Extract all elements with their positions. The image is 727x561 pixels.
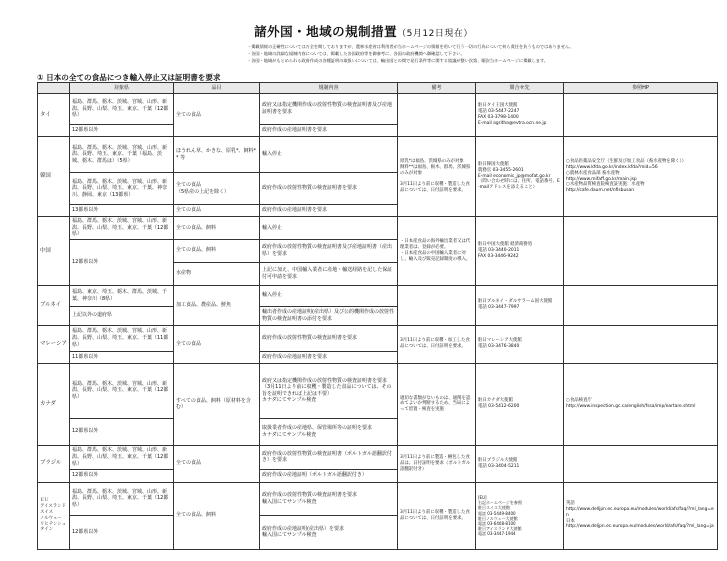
target-cell: 福島、群馬、栃木、茨城、宮城、山形、新潟、長野、山梨、埼玉、東京、千葉（12都県） (70, 217, 174, 240)
reference-cell (564, 217, 718, 286)
table-row (38, 482, 718, 515)
remarks-cell: 原乳*は福島、茨城県のみが対象 飼料**は福島、栃木、群馬、茨城県のみが対象 3月11日より前に収穫・製造した食品については、日付証明を要求。 (398, 137, 476, 217)
table-row (38, 217, 718, 240)
header-row (38, 83, 718, 94)
target-cell: 福島、群馬、栃木、茨城、宮城、山形、新潟、長野、山梨、埼玉、東京、千葉、神奈川、静岡、東京（13都県） (70, 173, 174, 205)
remarks-cell: 3月11日より前に収穫・製造した食品については、日付証明を要求。 (398, 482, 476, 549)
contact-cell: 駐日マレーシア大使館 電話 03-3476-3840 (476, 325, 564, 363)
content-cell: 政府作成の産地証明書を要求 (260, 205, 398, 217)
remarks-cell: 3月11日より前に収穫・加工した食品については、日付証明を要求。 (398, 325, 476, 363)
content-cell: 政府作成の産地証明（ポルトガル語翻訳付き） (260, 469, 398, 482)
note-line: ・各国・地域がもとめられる政府作成の各種証明の取扱いについては、輸出国との間で発行条件等に関する協議が整い次第、順次当ホームページに掲載します。 (247, 58, 549, 64)
target-cell: 福島、群馬、栃木、茨城、宮城、山形、新潟、長野、山梨、埼玉、東京、千葉（12都県） (70, 363, 174, 418)
remarks-cell: ・日本産食品の海外輸出業者又は代理業者は、登録が必要。 ・日本産食品の中国輸入業者に対し、輸入及び販売記録制度の導入。 (398, 217, 476, 286)
content-cell: 政府又は指定機関作成の放射性物質の検査証明書及び産地証明書を要求 (260, 94, 398, 125)
reference-cell (564, 445, 718, 482)
header-country (38, 83, 70, 94)
content-cell: 輸入停止 (260, 137, 398, 173)
header-item: 品目 (174, 83, 260, 94)
target-cell: 上記以外の道府県 (70, 306, 174, 325)
item-cell: 全ての食品 (174, 205, 260, 217)
target-cell: 福島、群馬、栃木、茨城、宮城、山形、新潟、長野、山梨、埼玉、東京、千葉（11都県） (70, 325, 174, 351)
contact-cell: 駐日タイ王国大使館 電話 03-5447-2247 FAX 03-3798-1400 E-mail agritha@evtra.ocn.ne.jp (476, 94, 564, 137)
table-row (38, 325, 718, 351)
target-cell: 12都県以外 (70, 125, 174, 137)
item-cell: 水産物 (174, 262, 260, 285)
section-title: ① 日本の全ての食品につき輸入停止又は証明書を要求 (37, 73, 221, 82)
header-remarks: 備考 (398, 83, 476, 94)
table-row (38, 94, 718, 125)
reference-cell: ○食品医薬品安全庁（生鮮及び加工食品（畜水産物を除く）） http://www.kfda.go.kr/index.kfda?mid=56 ○農林水産食品部 畜水産物 http://www.mifaff.go.kr/main.jsp ○水産物品質検査院検査証実施：水産物 http://cafe.daum.net/nfisbusan (564, 137, 718, 217)
remarks-cell (398, 285, 476, 325)
reference-cell (564, 285, 718, 325)
regulation-table (37, 82, 718, 550)
country-cell: 中国 (38, 217, 70, 286)
contact-cell: [EU] 右記ホームページを参照 駐日スイス大使館 電話 03-5449-8400 駐日ノルウェー大使館 電話 03-6408-8100 駐日アイスランド大使館 電話 03-3447-1944 (476, 482, 564, 549)
content-cell: 上記に加え、中国輸入業者に産地・輸送経路を記した保証付可申請を要求 (260, 262, 398, 285)
content-cell: 輸入停止 (260, 285, 398, 306)
table-row (38, 285, 718, 306)
item-cell: 全ての食品、飼料 (174, 482, 260, 549)
target-cell: 11都県以外 (70, 351, 174, 363)
table-row (38, 137, 718, 173)
country-cell: 韓国 (38, 137, 70, 217)
item-cell: すべての食品、飼料（原材料を含む） (174, 363, 260, 445)
target-cell: 13都県以外 (70, 205, 174, 217)
country-cell: カナダ (38, 363, 70, 445)
item-cell: 加工食品、農産品、鮮魚 (174, 285, 260, 325)
reference-cell: ○食品検査庁 http://www.inspection.gc.ca/english/fssa/imp/eartare.shtml (564, 363, 718, 445)
note-line: ・掲載情報の正確性については万全を期しておりますが、農林水産省は利用者が当ホームページの情報を用いて行う一切の行為について何ら責任を負うものではありません。 (247, 44, 574, 49)
remarks-cell: 適切な書類がないものは、通関を認めてよいか判断するため、当局によって留置・検査を実施 (398, 363, 476, 445)
remarks-cell: 3月11日より前に製造・梱包した食品は、日付証明を要求（ポルトガル語翻訳付き） (398, 445, 476, 482)
header-target: 対象県 (70, 83, 174, 94)
disclaimer-notes (247, 43, 717, 65)
item-cell: 全ての食品 (174, 94, 260, 137)
content-cell: 政府作成の産地証明書を要求 (260, 125, 398, 137)
header-content: 規制内容 (260, 83, 398, 94)
title-date: （5月12日現在） (397, 29, 473, 39)
note-line: ・各国・地域の詳細な規制内容については、掲載した各国政府等を御参考に、各国の政府機関へ御確認して下さい。 (247, 51, 465, 57)
content-cell: 輸入停止 (260, 217, 398, 240)
item-cell: 全ての食品、飼料 (174, 239, 260, 262)
content-cell: 取扱業者作成の産地県、保管場所等の証明を要求 カナダにてサンプル検査 (260, 418, 398, 445)
target-cell: 12都県以外 (70, 515, 174, 549)
country-cell: ＥＵ アイスランド スイス ノルウェー リヒテンシュタイン (38, 482, 70, 549)
country-cell: タイ (38, 94, 70, 137)
title-main: 諸外国・地域の規制措置 (254, 24, 398, 39)
item-cell: 全ての食品、飼料 (174, 217, 260, 240)
table-row (38, 363, 718, 418)
reference-cell (564, 94, 718, 137)
table-row (38, 445, 718, 469)
item-cell: ほうれん草、かきな、原乳*、飼料** 等 (174, 137, 260, 173)
target-cell: 福島、東京、埼玉、栃木、群馬、茨城、千葉、神奈川（8県） (70, 285, 174, 306)
content-cell: 政府作成の放射性物質の検査証明書を要求 輸入国にてサンプル検査 (260, 482, 398, 515)
target-cell: 福島、群馬、栃木、茨城、宮城、山形、新潟、長野、埼玉、東京、千葉（福島、茨城、栃木、群馬は）（5県） (70, 137, 174, 173)
content-cell: 政府作成の放射性物質の検査証明書を要求 (260, 173, 398, 205)
contact-cell: 駐日中国大使館 経済商務処 電話 03-3440-2011 FAX 03-3446-9242 (476, 217, 564, 286)
target-cell: 福島、群馬、栃木、茨城、宮城、山形、新潟、長野、山梨、埼玉、東京、千葉（12都県） (70, 482, 174, 515)
target-cell: 福島、群馬、栃木、茨城、宮城、山形、新潟、長野、山梨、埼玉、東京、千葉（12都県） (70, 445, 174, 469)
target-cell: 12都県以外 (70, 418, 174, 445)
contact-cell: 駐日ブラジル大使館 電話 03-3404-5211 (476, 445, 564, 482)
page-title (0, 22, 727, 40)
target-cell: 福島、群馬、栃木、茨城、宮城、山形、新潟、長野、山梨、埼玉、東京、千葉（12都県） (70, 94, 174, 125)
item-cell: 全ての食品 (174, 325, 260, 363)
country-cell: マレーシア (38, 325, 70, 363)
item-cell: 全ての食品 (174, 445, 260, 482)
header-reference: 参照HP (564, 83, 718, 94)
content-cell: 政府作成の放射性物質の検査証明書を要求 (260, 325, 398, 351)
reference-cell: 英語 http://www.delljpn.ec.europa.eu/modules/world/afs/faq/?ml_lang=en 日本 http://www.deljpn.ec.europa.eu/modules/world/afs/faq/?ml_lang=ja (564, 482, 718, 549)
country-cell: ブラジル (38, 445, 70, 482)
remarks-cell (398, 94, 476, 137)
content-cell: 政府作成の産地証明(産出県）を要求 輸入国にてサンプル検査 (260, 515, 398, 549)
content-cell: 政府又は指定機関作成の放射性物質の検査証明書を要求 （3月11日より前に収穫・製造した食品については、その旨を証明できれば上記は不要） カナダにてサンプル検査 (260, 363, 398, 418)
reference-cell (564, 325, 718, 363)
content-cell: 政府作成の放射性物質の検査証明書及び産地証明書（産出県）を要求 (260, 239, 398, 262)
content-cell: 政府作成の産地証明書を要求 (260, 351, 398, 363)
target-cell: 12都県以外 (70, 239, 174, 285)
contact-cell: 駐日韓国大使館 農務官 03-3455-2601 E-mail economic_jp@mofat.go.kr （問い合わせ時には、住所、電話番号、E-mailアドレスを添えること） (476, 137, 564, 217)
item-cell: 全ての食品 （5県産の上記を除く） (174, 173, 260, 205)
content-cell: 輸出者作成の産地証明(産出県）及び公的機関作成の放射性物質の検査証明書の添付を要求 (260, 306, 398, 325)
contact-cell: 駐日カナダ大使館 電話 03-5412-6200 (476, 363, 564, 445)
country-cell: ブルネイ (38, 285, 70, 325)
contact-cell: 駐日ブルネイ・ダルサラーム国大使館 電話 03-3447-7997 (476, 285, 564, 325)
header-contact: 問合せ先 (476, 83, 564, 94)
content-cell: 政府作成の放射性物質の検査証明書（ポルトガル語翻訳付き）を要求 (260, 445, 398, 469)
target-cell: 12都県以外 (70, 469, 174, 482)
